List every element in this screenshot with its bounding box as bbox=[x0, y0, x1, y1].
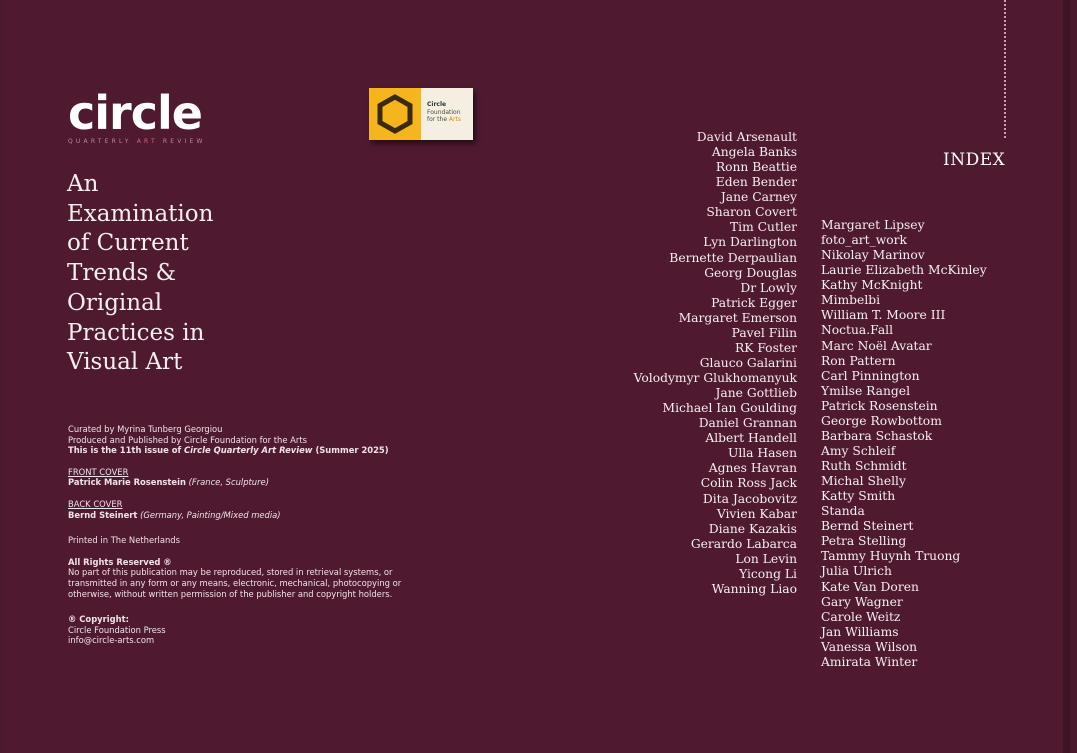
index-artist-name: Jane Gottlieb bbox=[715, 386, 797, 401]
title-line: Practices in bbox=[67, 319, 205, 346]
back-cover-artist: Bernd Steinert bbox=[68, 509, 138, 520]
foundation-line-accent: Arts bbox=[448, 116, 461, 123]
index-artist-name: Michal Shelly bbox=[821, 474, 906, 489]
index-artist-name: Colin Ross Jack bbox=[700, 476, 797, 491]
index-artist-name: Ymilse Rangel bbox=[821, 383, 911, 398]
index-artist-name: Noctua.Fall bbox=[821, 323, 894, 338]
index-artist-name: Vanessa Wilson bbox=[821, 639, 918, 654]
index-artist-name: Amirata Winter bbox=[821, 654, 918, 669]
rights-title: All Rights Reserved ® bbox=[68, 556, 172, 567]
index-artist-name: Carl Pinnington bbox=[821, 368, 920, 383]
index-artist-name: Patrick Rosenstein bbox=[821, 398, 938, 413]
index-artist-name: Carole Weitz bbox=[821, 609, 901, 624]
title-line: An bbox=[67, 171, 99, 197]
index-artist-name: Daniel Grannan bbox=[698, 416, 797, 431]
index-artist-name: Dita Jacobovitz bbox=[702, 491, 797, 506]
spread-page bbox=[4, 0, 1070, 753]
index-artist-name: Ruth Schmidt bbox=[821, 459, 907, 473]
back-cover-detail: (Germany, Painting/Mixed media) bbox=[137, 509, 281, 520]
hexagon-logo-icon bbox=[369, 88, 421, 140]
logo-wordmark: circle bbox=[68, 86, 202, 140]
title-line: Original bbox=[67, 289, 163, 316]
page-edge bbox=[1063, 0, 1070, 753]
foundation-badge bbox=[369, 88, 473, 140]
index-artist-name: Jane Carney bbox=[720, 190, 797, 205]
index-artist-name: Patrick Egger bbox=[711, 295, 797, 310]
index-artist-name: Sharon Covert bbox=[706, 205, 797, 220]
copyright-org: Circle Foundation Press bbox=[68, 624, 166, 635]
credits-block bbox=[68, 424, 408, 646]
index-column-left bbox=[634, 130, 797, 597]
front-cover-label: FRONT COVER bbox=[68, 466, 129, 477]
index-artist-name: Yicong Li bbox=[739, 566, 797, 581]
index-artist-name: Standa bbox=[821, 504, 865, 519]
title-line: Trends & bbox=[67, 260, 177, 287]
front-cover-detail: (France, Sculpture) bbox=[185, 477, 269, 488]
index-column-right bbox=[821, 218, 987, 670]
dotted-divider bbox=[1004, 0, 1006, 138]
index-artist-name: Ulla Hasen bbox=[727, 446, 797, 461]
index-artist-name: Michael Ian Goulding bbox=[662, 401, 797, 416]
tagline-accent: ART bbox=[136, 138, 158, 145]
issue-post: (Summer 2025) bbox=[312, 445, 389, 456]
index-artist-name: Pavel Filin bbox=[731, 325, 797, 340]
copyright-email[interactable]: info@circle-arts.com bbox=[68, 635, 155, 646]
index-artist-name: Mimbelbi bbox=[821, 293, 881, 308]
tagline-part: REVIEW bbox=[157, 138, 206, 145]
index-artist-name: Angela Banks bbox=[711, 145, 797, 160]
circle-logo bbox=[68, 86, 238, 145]
title-line: of Current bbox=[67, 230, 189, 257]
index-artist-name: George Rowbottom bbox=[821, 413, 942, 428]
index-artist-name: Vivien Kabar bbox=[716, 506, 797, 521]
index-artist-name: Diane Kazakis bbox=[708, 521, 797, 536]
issue-pre: This is the 11th issue of bbox=[68, 445, 185, 456]
index-artist-name: Marc Noël Avatar bbox=[821, 338, 932, 353]
index-artist-name: Albert Handell bbox=[705, 431, 797, 446]
index-artist-name: Tammy Huynh Truong bbox=[821, 549, 961, 564]
index-artist-name: Agnes Havran bbox=[708, 461, 797, 476]
index-artist-name: Tim Cutler bbox=[729, 220, 797, 235]
index-artist-name: Gerardo Labarca bbox=[690, 536, 797, 551]
index-artist-name: Laurie Elizabeth McKinley bbox=[821, 263, 987, 278]
index-artist-name: Jan Williams bbox=[821, 624, 899, 639]
title-line: Visual Art bbox=[67, 349, 183, 376]
index-artist-name: David Arsenault bbox=[696, 130, 797, 144]
copyright-title: ® Copyright: bbox=[68, 614, 129, 625]
foundation-line-part: for the bbox=[427, 116, 449, 123]
index-artist-name: Bernette Derpaulian bbox=[669, 250, 797, 265]
index-artist-name: Wanning Liao bbox=[711, 581, 797, 596]
index-artist-name: Bernd Steinert bbox=[821, 519, 914, 534]
index-artist-name: Lyn Darlington bbox=[703, 235, 797, 250]
index-artist-name: Volodymyr Glukhomanyuk bbox=[633, 371, 797, 385]
front-cover-artist: Patrick Marie Rosenstein bbox=[68, 477, 186, 488]
index-artist-name: Kate Van Doren bbox=[821, 579, 919, 594]
produced-by: Produced and Published by Circle Foundation for the Arts bbox=[68, 434, 307, 445]
index-artist-name: Petra Stelling bbox=[821, 534, 907, 549]
index-artist-name: Margaret Lipsey bbox=[821, 218, 925, 232]
issue-title: Circle Quarterly Art Review bbox=[184, 445, 313, 456]
index-artist-name: Ron Pattern bbox=[821, 353, 896, 368]
printed-in: Printed in The Netherlands bbox=[68, 535, 180, 546]
index-artist-name: Barbara Schastok bbox=[821, 428, 933, 443]
issue-line bbox=[68, 445, 408, 456]
foundation-line: Circle bbox=[427, 101, 447, 108]
foundation-line bbox=[427, 116, 461, 124]
index-artist-name: Kathy McKnight bbox=[821, 278, 923, 293]
index-artist-name: Ronn Beattie bbox=[715, 160, 797, 175]
index-artist-name: Glauco Galarini bbox=[699, 355, 797, 370]
index-artist-name: Katty Smith bbox=[821, 489, 896, 504]
back-cover-credit bbox=[68, 510, 408, 521]
index-artist-name: Eden Bender bbox=[715, 175, 797, 190]
index-artist-name: RK Foster bbox=[734, 340, 797, 355]
index-artist-name: Nikolay Marinov bbox=[821, 248, 925, 263]
publication-title bbox=[67, 170, 267, 378]
foundation-line: Foundation bbox=[427, 108, 461, 116]
index-artist-name: Dr Lowly bbox=[740, 280, 797, 295]
index-artist-name: Amy Schleif bbox=[821, 443, 896, 458]
back-cover-label: BACK COVER bbox=[68, 498, 123, 509]
foundation-label bbox=[421, 88, 461, 140]
index-artist-name: foto_art_work bbox=[821, 233, 908, 248]
title-line: Examination bbox=[67, 200, 214, 227]
index-artist-name: Julia Ulrich bbox=[821, 564, 892, 579]
logo-tagline bbox=[68, 138, 238, 145]
index-heading: INDEX bbox=[943, 150, 1006, 170]
front-cover-credit bbox=[68, 477, 408, 488]
index-artist-name: Georg Douglas bbox=[704, 265, 797, 280]
rights-text: No part of this publication may be reproduced, stored in retrieval systems, or transmitted in any form or any means, electronic, mechanical, photocopying or otherwise, without written permission of the publisher and copyright holders. bbox=[68, 567, 402, 599]
index-artist-name: William T. Moore III bbox=[821, 308, 946, 323]
index-artist-name: Gary Wagner bbox=[821, 594, 903, 609]
curated-by: Curated by Myrina Tunberg Georgiou bbox=[68, 424, 223, 434]
tagline-part: QUARTERLY bbox=[68, 138, 137, 145]
index-artist-name: Margaret Emerson bbox=[678, 310, 797, 325]
index-artist-name: Lon Levin bbox=[735, 551, 797, 566]
